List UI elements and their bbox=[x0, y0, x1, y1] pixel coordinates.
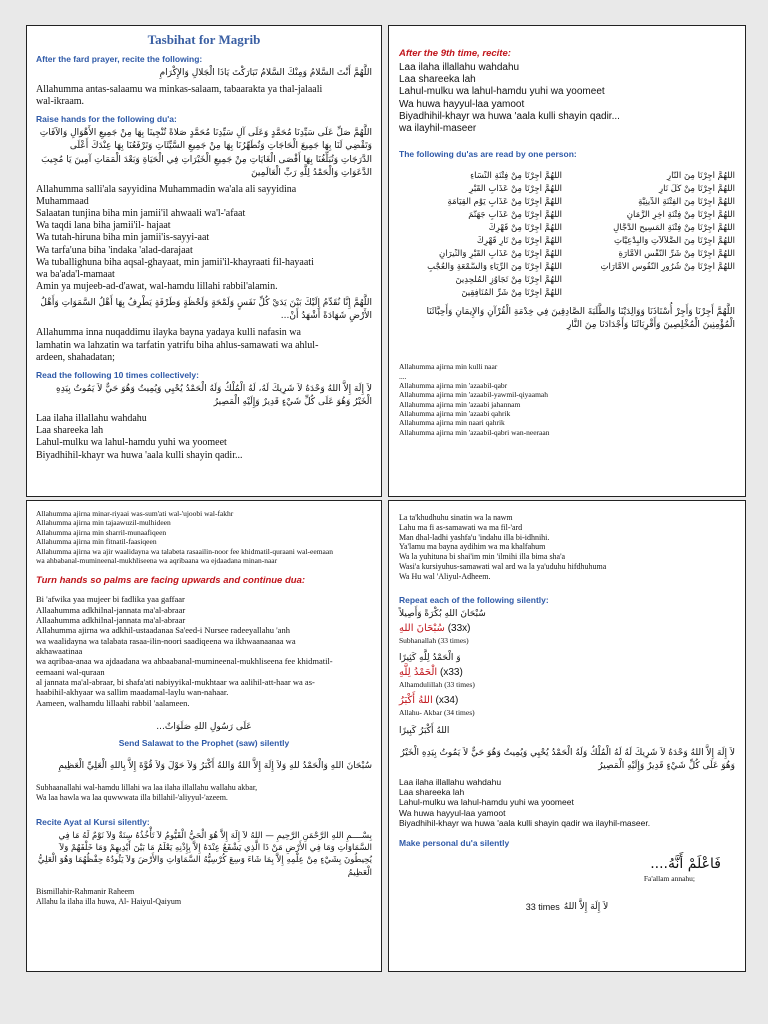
grid-item: اللَّهُمَّ أَجِرْنَا مِنْ كُلِّ نَارٍ bbox=[659, 184, 735, 195]
heading-personal-dua: Make personal du'a silently bbox=[399, 838, 510, 849]
text-line: Laa shareeka lah bbox=[399, 786, 465, 797]
grid-item: اللَّهُمَّ أَجِرْنَا مِنْ فِتْنَةِ آخِرِ الزَّمَانِ bbox=[626, 210, 735, 221]
repeat-33-label: 33 times bbox=[525, 901, 560, 912]
arabic-faalam: فَاعْلَمْ أَنَّهُ.... bbox=[650, 856, 721, 873]
text-line: Allahu la ilaha illa huwa, Al- Haiyul-Qaiyum bbox=[36, 896, 182, 906]
text-line: Wa huwa hayyul-laa yamoot bbox=[399, 807, 506, 818]
translit-salaam bbox=[36, 84, 372, 108]
arabic-salawat: اللَّهُمَّ صَلِّ عَلَى سَيِّدِنَا مُحَمَّدٍ وَعَلَى آلِ سَيِّدِنَا مُحَمَّدٍ صَلاةً تُنْجِينَا بِهَا مِنْ جَمِيعِ الأَهْوَالِ وَالآفَاتِ وَتَقْضِي لَنَا بِهَا جَمِيعَ الْحَاجَاتِ وَتُطَهِّرُنَا بِهَا مِنْ جَمِيعِ السَّيِّئَاتِ وَتَرْفَعُنَا بِهَا عِنْدَكَ أَعْلَى الدَّرَجَاتِ وَتُبَلِّغُنَا بِهَا أَقْصَى الْغَايَاتِ مِنْ جَمِيعِ الْخَيْرَاتِ فِي الْحَيَاةِ وَبَعْدَ الْمَمَاتِ آمِينَ يَا مُجِيبَ الدَّعَوَاتِ وَالْحَمْدُ لِلَّهِ رَبِّ الْعَالَمِينَ bbox=[39, 128, 372, 178]
grid-item: اللَّهُمَّ أَجِرْنَا مِنَ الضَّلاَلاَتِ وَالْبِدْعِيَّاتِ bbox=[614, 236, 735, 247]
arabic-tahlil-2: لاَ إِلَهَ إِلاَّ اللهُ وَحْدَهُ لاَ شَرِيكَ لَهُ لَهُ الْمُلْكُ وَلَهُ الْحَمْدُ يُحْيِي وَيُمِيتُ وَهُوَ حَيٌّ لاَ يَمُوتُ بِيَدِهِ الْخَيْرُ وَهُوَ عَلَى كُلِّ شَيْءٍ قَدِيرٌ وَإِلَيْهِ الْمَصِيرُ bbox=[400, 747, 735, 771]
heading-turn-hands: Turn hands so palms are facing upwards and continue dua: bbox=[36, 575, 306, 587]
text-line: Allahumma ajirna min naari qahrik bbox=[399, 418, 505, 428]
text-line: Muhammaad bbox=[36, 195, 89, 207]
heading-one-person: The following du'as are read by one person: bbox=[399, 149, 577, 160]
text-line: Wa la yuhituna bi shai'im min 'ilmihi illa bima sha'a bbox=[399, 552, 566, 561]
panel-top-right bbox=[388, 25, 746, 497]
caption-subhanallah: Subhanallah (33 times) bbox=[399, 636, 469, 646]
text-line: Laa shareeka lah bbox=[399, 74, 476, 86]
text-line: Lahu ma fi as-samawati wa ma fil-'ard bbox=[399, 522, 523, 532]
text-line: Lahul-mulku wa lahul-hamdu yuhi wa yoomeet bbox=[36, 437, 227, 449]
text-line: ardeen, shahadatan; bbox=[36, 351, 115, 363]
grid-item bbox=[572, 288, 735, 298]
heading-ayat-kursi: Recite Ayat al Kursi silently: bbox=[36, 816, 150, 827]
text-line: Subhaanallahi wal-hamdu lillahi wa laa ilaha illallahu wallahu akbar, bbox=[36, 783, 258, 793]
grid-item: اللَّهُمَّ أَجِرْنَا مِنَ الرِّيَاءِ وَالسُّمْعَةِ وَالْعُجْبِ bbox=[427, 262, 562, 273]
text-line: Wa huwa hayyul-laa yamoot bbox=[399, 98, 525, 110]
panel-top-left bbox=[26, 25, 382, 497]
text-line: Wa tarfa'una biha 'indaka 'alad-darajaat bbox=[36, 244, 193, 256]
panel-bottom-right bbox=[388, 500, 746, 972]
text-line: wa ba'ada'l-mamaat bbox=[36, 268, 115, 280]
grid-item: اللَّهُمَّ أَجِرْنَا مِنْ تَجَاوُزِ الْمُلْحِدِينَ bbox=[455, 275, 562, 286]
grid-item: اللَّهُمَّ أَجِرْنَا مِنْ نَارِ قَهْرِكَ bbox=[476, 236, 562, 247]
text-line: wa waalidayna wa talabata rasaa-ilin-noori saadiqeena wa ikhwaanaanaa wa bbox=[36, 635, 296, 646]
text-line: Allahumma ajirna min kulli naar bbox=[399, 362, 498, 372]
text-line: Lahul-mulku wa lahul-hamdu yuhi wa yoomeet bbox=[399, 86, 605, 98]
text-line: .... bbox=[399, 371, 407, 381]
translit-continue-dua bbox=[36, 594, 372, 708]
arabic-nuqaddimu: اللَّهُمَّ إِنَّا نُقَدِّمُ إِلَيْكَ بَيْنَ يَدَيْ كُلِّ نَفَسٍ وَلَمْحَةٍ وَلَحْظَةٍ وَطَرْفَةٍ يَطْرِفُ بِهَا أَهْلُ السَّمَوَاتِ وَأَهْلُ الأَرْضِ شَهَادَةً أَشْهَدُ أَنْ... bbox=[40, 298, 372, 322]
grid-item: اللَّهُمَّ أَجِرْنَا مِنْ شَرِّ الْمُنَافِقِينَ bbox=[461, 288, 562, 299]
count-row-1 bbox=[399, 623, 735, 634]
heading-after-ninth: After the 9th time, recite: bbox=[399, 48, 511, 59]
text-line: eemaani wal-quraan bbox=[36, 666, 105, 677]
text-line: Allahumma ajirna wa ajir waalidayna wa talabeta rasaailin-noor fee khidmatil-quraani wal-eemaan bbox=[36, 546, 333, 556]
translit-after-ninth bbox=[399, 62, 735, 135]
text-line: Wasi'a kursiyuhus-samawati wal ard wa la ya'uduhu hifdhuhuma bbox=[399, 561, 607, 571]
text-line: akhawaatinaa bbox=[36, 646, 83, 657]
heading-repeat-silently: Repeat each of the following silently: bbox=[399, 595, 549, 606]
text-line: La ta'khudhuhu sinatin wa la nawm bbox=[399, 513, 513, 522]
text-line: Wa tuballighuna biha aqsal-ghayaat, min jamii'il-khayraati fil-hayaati bbox=[36, 256, 314, 268]
arabic-salaam: اللَّهُمَّ أَنْتَ السَّلامُ وَمِنْكَ السَّلامُ تَبَارَكْتَ يَاذَا الْجَلالِ وَالإِكْرَامِ bbox=[159, 68, 372, 78]
heading-after-fard: After the fard prayer, recite the following: bbox=[36, 54, 203, 64]
count-x34: (x34) bbox=[435, 695, 459, 707]
text-line: Allahumma salli'ala sayyidina Muhammadin wa'ala ali sayyidina bbox=[36, 183, 297, 195]
text-line: Allahumma ajirna wa adkhil-ustaadanaa Sa'eed-i Nursee radeeyallahu 'anh bbox=[36, 625, 290, 636]
count-x33: (x33) bbox=[440, 666, 463, 678]
text-line: Biyadhihil-khayr wa huwa 'aala kulli shayin qadir... bbox=[36, 449, 243, 461]
text-line: Laa ilaha illallahu wahdahu bbox=[399, 62, 520, 73]
text-line: Laa ilaha illallahu wahdahu bbox=[36, 413, 147, 425]
arabic-tahlil: لاَ إِلَهَ إِلاَّ اللهُ وَحْدَهُ لاَ شَرِيكَ لَهُ، لَهُ الْمُلْكُ وَلَهُ الْحَمْدُ يُحْيِي وَيُمِيتُ وَهُوَ حَيٌّ لاَ يَمُوتُ بِيَدِهِ الْخَيْرُ وَهُوَ عَلَى كُلِّ شَيْءٍ قَدِيرٌ وَإِلَيْهِ الْمَصِيرُ bbox=[56, 383, 372, 407]
text-line: Allahumma ajirna min sharril-munaafiqeen bbox=[36, 527, 167, 537]
text-line: wa aqribaa-anaa wa ajdaadana wa ahbaabanal-mumineenal-mukhliseena fee khidmatil- bbox=[36, 656, 333, 667]
text-line: wa ilayhil-maseer bbox=[399, 122, 477, 134]
arabic-subhanallah-full: سُبْحَانَ اللهِ بُكْرَةً وَأَصِيلاً bbox=[399, 609, 486, 620]
arabic-tasbih: سُبْحَانَ اللهِ وَالْحَمْدُ للهِ وَلاَ إِلَهَ إِلاَّ اللهُ وَاللهُ أَكْبَرُ وَلاَ حَوْلَ وَلاَ قُوَّةَ إِلاَّ بِاللهِ الْعَلِيِّ الْعَظِيمِ bbox=[58, 761, 372, 772]
text-line: wa ahbabanal-mumineenal-mukhliseena wa aqribaana wa ejdaadana minan-naar bbox=[36, 555, 278, 565]
count-row-3 bbox=[399, 695, 735, 706]
text-line: Allahumma inna nuqaddimu ilayka bayna yadaya kulli nafasin wa bbox=[36, 327, 301, 339]
arabic-la-ilaha: لاَ إِلَهَ إِلاَّ اللهُ bbox=[563, 901, 609, 912]
text-line: wal-ikraam. bbox=[36, 96, 85, 108]
translit-tasbih bbox=[36, 783, 372, 803]
arabic-ajirna-long: اللَّهُمَّ أَجِرْنَا وَأَجِرْ أُسْتَاذَنَا وَوَالِدَيْنَا وَالطَّلَبَةَ الصَّادِقِينَ فِي خِدْمَةِ الْقُرْآنِ وَالإِيمَانِ وَأَحِبَّائَنَا الْمُؤْمِنِينَ الْمُخْلِصِينَ وَأَقْرِبَائَنَا وَأَجْدَادَنَا مِنَ النَّارِ bbox=[426, 307, 735, 331]
text-line: Man dhal-ladhi yashfa'u 'indahu illa bi-idhnihi. bbox=[399, 532, 550, 542]
text-line: Lahul-mulku wa lahul-hamdu yuhi wa yoomeet bbox=[399, 797, 574, 808]
grid-item: اللَّهُمَّ أَجِرْنَا مِنَ الْفِتْنَةِ الدِّينِيَّةِ bbox=[638, 197, 735, 208]
arabic-alhamdulillah: الْحَمْدُ لِلَّهِ bbox=[399, 666, 438, 678]
heading-send-salawat: Send Salawat to the Prophet (saw) silently bbox=[118, 738, 290, 749]
text-line: Bi 'afwika yaa mujeer bi fadlika yaa gaffaar bbox=[36, 594, 185, 605]
translit-tahlil bbox=[36, 413, 372, 462]
caption-faalam: Fa'allam annahu; bbox=[643, 874, 695, 884]
text-line: Aameen, walhamdu lillaahi rabbil 'aalameen. bbox=[36, 697, 190, 708]
translit-salawat bbox=[36, 184, 372, 294]
text-line: al jannata ma'al-abraar, bi shafa'ati nabiyyikal-mukhtaar wa aalihil-att-haar wa as- bbox=[36, 677, 315, 688]
text-line: Wa Hu wal 'Aliyul-Adheem. bbox=[399, 571, 491, 581]
translit-nuqaddimu bbox=[36, 327, 372, 364]
grid-item: اللَّهُمَّ أَجِرْنَا مِنْ شَرِّ النَّفْسِ الأَمَّارَةِ bbox=[618, 249, 735, 260]
heading-ten-times: Read the following 10 times collectively: bbox=[36, 369, 199, 380]
heading-raise-hands: Raise hands for the following du'a: bbox=[36, 114, 177, 125]
text-line: Salaatan tunjina biha min jamii'il ahwaali wa'l-'afaat bbox=[36, 207, 246, 219]
translit-ayat-kursi bbox=[36, 887, 372, 907]
grid-item: اللَّهُمَّ أَجِرْنَا مِنْ قَهْرِكَ bbox=[488, 223, 562, 234]
arabic-salawat-short: عَلَى رَسُولِ اللهِ صَلَوَاتٌ... bbox=[156, 722, 252, 733]
grid-item: اللَّهُمَّ أَجِرْنَا مِنْ عَذَابِ الْقَبْرِ وَالنِّيرَانِ bbox=[438, 249, 562, 260]
text-line: haabihil-akhyaar wa sallim maadamal-laylu wan-nahaar. bbox=[36, 687, 229, 698]
arabic-akbar-kabira: اللهُ أَكْبَرُ كَبِيرًا bbox=[399, 726, 450, 737]
text-line: Amin ya mujeeb-ad-d'awat, wal-hamdu lillahi rabbil'alamin. bbox=[36, 281, 278, 293]
text-line: Wa laa hawla wa laa quwwwata illa billahil-'aliyyul-'azeem. bbox=[36, 793, 228, 802]
text-line: Allahumma ajirna min 'azaabil-qabr bbox=[399, 380, 508, 390]
arabic-allahu-akbar: اللهُ أَكْبَرُ bbox=[399, 695, 433, 707]
text-line: Bismillahir-Rahmanir Raheem bbox=[36, 887, 135, 896]
text-line: Allahumma ajirna min 'azaabil-qabri wan-neeraan bbox=[399, 427, 550, 437]
translit-tahlil-2 bbox=[399, 777, 735, 829]
text-line: Allahumma ajirna min 'azaabil-yawmil-qiyaamah bbox=[399, 390, 549, 400]
text-line: Biyadhihil-khayr wa huwa 'aala kulli shayin qadir wa ilayhil-maseer. bbox=[399, 818, 651, 829]
translit-ajirna-list bbox=[399, 362, 735, 437]
text-line: Ya'lamu ma bayna aydihim wa ma khalfahum bbox=[399, 542, 546, 552]
grid-item: اللَّهُمَّ أَجِرْنَا مِنْ فِتْنَةِ النِّسَاءِ bbox=[470, 171, 562, 182]
text-line: Laa ilaha illallahu wahdahu bbox=[399, 776, 502, 787]
grid-item: اللَّهُمَّ أَجِرْنَا مِنَ النَّارِ bbox=[667, 171, 735, 182]
repeat-33-row bbox=[399, 902, 735, 912]
grid-item: اللَّهُمَّ أَجِرْنَا مِنْ عَذَابِ جَهَنَّمَ bbox=[468, 210, 562, 221]
text-line: Allahumma ajirna min 'azaabi jahannam bbox=[399, 399, 521, 409]
text-line: Laa shareeka lah bbox=[36, 425, 104, 437]
grid-item: اللَّهُمَّ أَجِرْنَا مِنْ عَذَابِ الْقَبْرِ bbox=[469, 184, 562, 195]
grid-item: اللَّهُمَّ أَجِرْنَا مِنْ شُرُورِ النُّفُوسِ الأَمَّارَاتِ bbox=[600, 262, 735, 273]
grid-item: اللَّهُمَّ أَجِرْنَا مِنْ فِتْنَةِ الْمَسِيحِ الدَّجَّالِ bbox=[613, 223, 735, 234]
grid-item: اللَّهُمَّ أَجِرْنَا مِنْ عَذَابِ يَوْمِ الْقِيَامَةِ bbox=[447, 197, 562, 208]
page-title: Tasbihat for Magrib bbox=[147, 32, 261, 47]
caption-allahu-akbar: Allahu- Akbar (34 times) bbox=[399, 708, 475, 718]
translit-ajirna-cont bbox=[36, 509, 372, 565]
arabic-dua-grid bbox=[399, 171, 735, 298]
text-line: Allahumma ajirna min 'azaabi qahrik bbox=[399, 409, 511, 419]
translit-kursi-cont bbox=[399, 513, 735, 581]
text-line: Biyadhihil-khayr wa huwa 'aala kulli shayin qadir... bbox=[399, 110, 620, 122]
text-line: Allahumma ajirna min fitnatil-faasiqeen bbox=[36, 537, 157, 547]
caption-alhamdulillah: Alhamdulillah (33 times) bbox=[399, 679, 475, 689]
arabic-subhanallah: سُبْحَانَ اللهِ bbox=[399, 623, 445, 635]
text-line: lamhatin wa lahzatin wa tarfatin yatrifu biha ahlus-samawati wa ahlul- bbox=[36, 339, 319, 351]
text-line: Allahumma antas-salaamu wa minkas-salaam, tabaarakta ya thal-jalaali bbox=[36, 84, 323, 96]
count-row-2 bbox=[399, 667, 735, 678]
panel-bottom-left bbox=[26, 500, 382, 972]
text-line: Wa tutah-hiruna biha min jamii'is-sayyi-aat bbox=[36, 232, 210, 244]
text-line: Allahumma ajirna min tajaawuzil-mulhideen bbox=[36, 518, 171, 528]
text-line: Wa taqdi lana biha jamii'il- hajaat bbox=[36, 220, 171, 232]
arabic-ayat-kursi: بِسْــــمِ اللهِ الرَّحْمَنِ الرَّحِيمِ — اللهُ لاَ إِلَهَ إِلاَّ هُوَ الْحَيُّ الْقَيُّومُ لاَ تَأْخُذُهُ سِنَةٌ وَلاَ نَوْمٌ لَهُ مَا فِي السَّمَاوَاتِ وَمَا فِي الأَرْضِ مَنْ ذَا الَّذِي يَشْفَعُ عِنْدَهُ إِلاَّ بِإِذْنِهِ يَعْلَمُ مَا بَيْنَ أَيْدِيهِمْ وَمَا خَلْفَهُمْ وَلاَ يُحِيطُونَ بِشَيْءٍ مِنْ عِلْمِهِ إِلاَّ بِمَا شَاءَ وَسِعَ كُرْسِيُّهُ السَّمَاوَاتِ وَالأَرْضَ وَلاَ يَئُودُهُ حِفْظُهُمَا وَهُوَ الْعَلِيُّ الْعَظِيمُ bbox=[37, 830, 372, 878]
grid-item bbox=[572, 275, 735, 285]
text-line: Allahumma ajirna minar-riyaai was-sum'ati wal-'ujoobi wal-fakhr bbox=[36, 509, 234, 518]
count-33x: (33x) bbox=[447, 623, 471, 635]
arabic-alhamdulillah-full: وَ الْحَمْدُ لِلَّهِ كَثِيرًا bbox=[399, 652, 461, 663]
text-line: Allaahumma adkhilnal-jannata ma'al-abraar bbox=[36, 614, 186, 625]
text-line: Allaahumma adkhilnal-jannata ma'al-abraar bbox=[36, 604, 186, 615]
